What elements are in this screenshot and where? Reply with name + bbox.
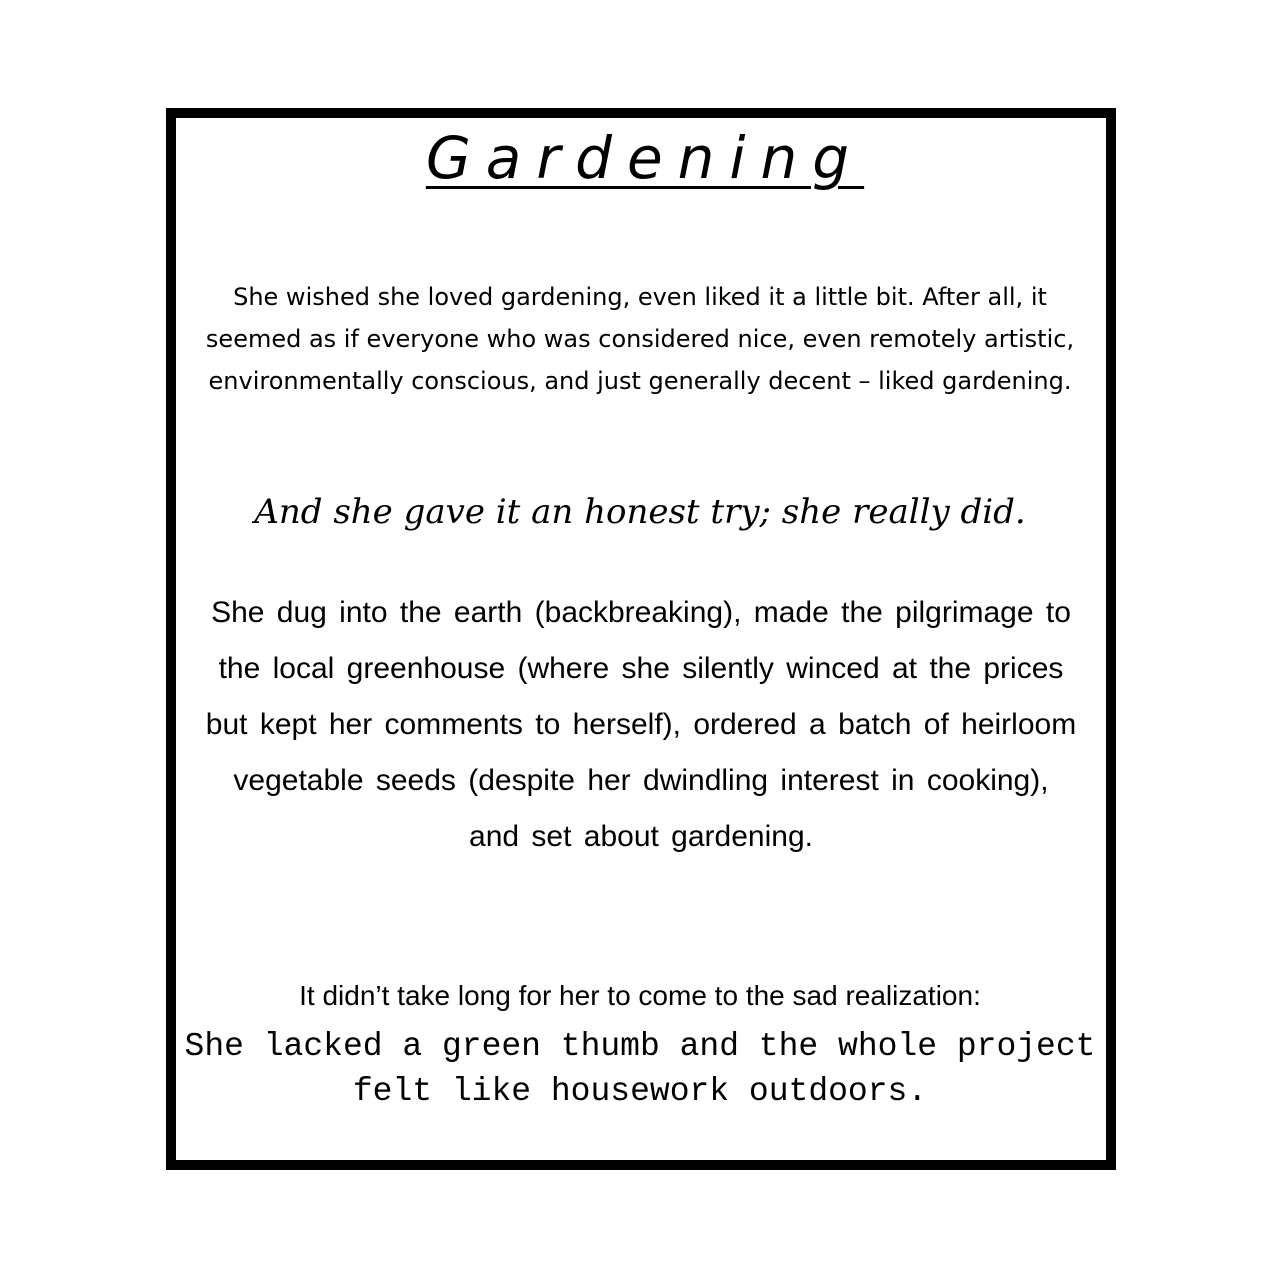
intro-paragraph: She wished she loved gardening, even liked it a little bit. After all, it seemed as if everyone who was considered nice, even remotely artistic, environmentally conscious, and just generally decent – liked gardening. — [205, 283, 1075, 395]
narrative-paragraph: She dug into the earth (backbreaking), made the pilgrimage to the local greenhouse (where she silently winced at the prices but kept her comments to herself), ordered a batch of heirloom vegetable seeds (despite her dwindling interest in cooking), and set about gardening. — [205, 596, 1077, 853]
conclusion-paragraph: She lacked a green thumb and the whole project felt like housework outdoors. — [184, 1028, 1096, 1110]
realization-paragraph: It didn’t take long for her to come to the sad realization: — [299, 980, 981, 1011]
emphasis-paragraph: And she gave it an honest try; she really did. — [254, 492, 1026, 532]
page-title — [0, 122, 1275, 194]
page-title-text: Gardening — [425, 124, 865, 192]
